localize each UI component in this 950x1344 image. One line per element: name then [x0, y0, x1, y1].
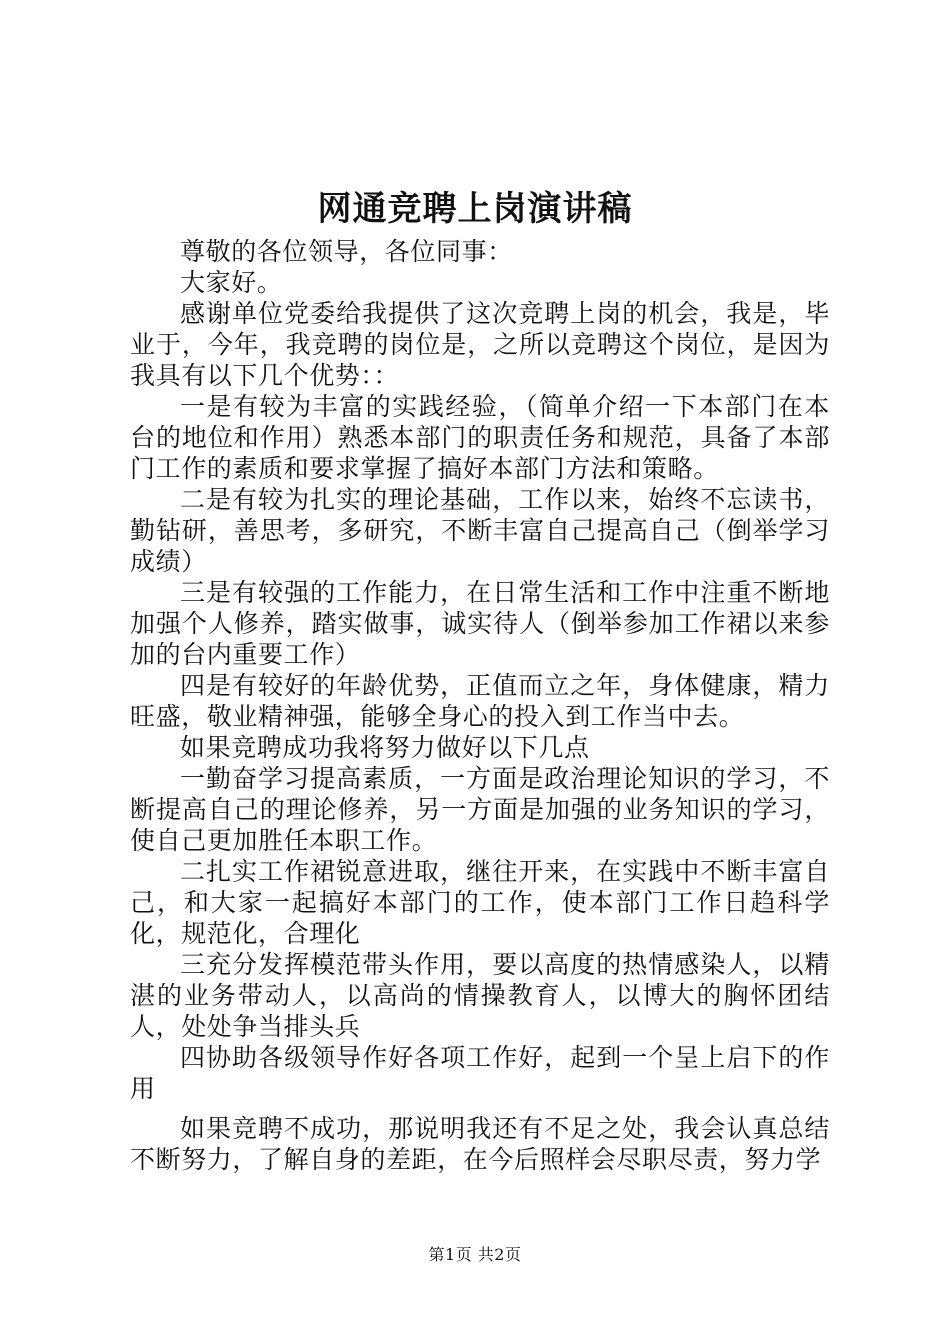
failure-paragraph: 如果竞聘不成功，那说明我还有不足之处，我会认真总结不断努力，了解自身的差距，在今后照样会尽职尽责，努力学 [130, 1114, 830, 1174]
plan-3-paragraph: 三充分发挥模范带头作用，要以高度的热情感染人，以精湛的业务带动人，以高尚的情操教育人，以博大的胸怀团结人，处处争当排头兵 [130, 950, 830, 1041]
plan-intro-paragraph: 如果竞聘成功我将努力做好以下几点 [180, 733, 590, 762]
page-number-footer: 第1页 共2页 [428, 1245, 522, 1264]
document-title: 网通竞聘上岗演讲稿 [317, 189, 633, 229]
document-body [130, 236, 830, 1175]
advantage-1-paragraph: 一是有较为丰富的实践经验，（简单介绍一下本部门在本台的地位和作用）熟悉本部门的职责任务和规范，具备了本部门工作的素质和要求掌握了搞好本部门方法和策略。 [130, 392, 830, 483]
advantage-4-paragraph: 四是有较好的年龄优势，正值而立之年，身体健康，精力旺盛，敬业精神强，能够全身心的投入到工作当中去。 [130, 671, 830, 731]
greeting-paragraph: 大家好。 [180, 268, 283, 297]
plan-1-paragraph: 一勤奋学习提高素质，一方面是政治理论知识的学习，不断提高自己的理论修养，另一方面是加强的业务知识的学习，使自己更加胜任本职工作。 [130, 764, 830, 855]
plan-4-paragraph: 四协助各级领导作好各项工作好，起到一个呈上启下的作用 [130, 1043, 830, 1103]
salutation-paragraph: 尊敬的各位领导，各位同事： [180, 237, 513, 266]
plan-2-paragraph: 二扎实工作裙锐意进取，继往开来，在实践中不断丰富自己，和大家一起搞好本部门的工作，使本部门工作日趋科学化，规范化，合理化 [130, 857, 830, 948]
intro-paragraph: 感谢单位党委给我提供了这次竞聘上岗的机会，我是，毕业于，今年，我竞聘的岗位是，之所以竞聘这个岗位，是因为我具有以下几个优势：： [130, 299, 830, 390]
advantage-3-paragraph: 三是有较强的工作能力，在日常生活和工作中注重不断地加强个人修养，踏实做事，诚实待人（倒举参加工作裙以来参加的台内重要工作） [130, 578, 830, 669]
advantage-2-paragraph: 二是有较为扎实的理论基础，工作以来，始终不忘读书，勤钻研，善思考，多研究，不断丰富自己提高自己（倒举学习成绩） [130, 485, 830, 576]
